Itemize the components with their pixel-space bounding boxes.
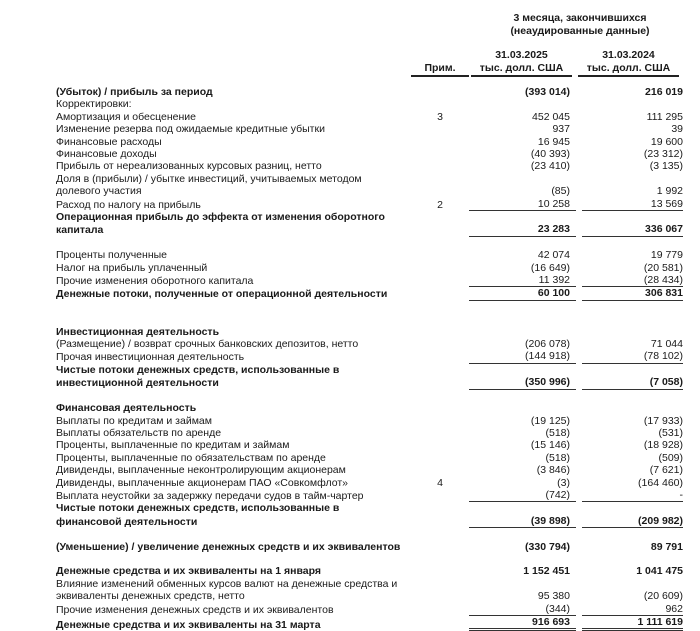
value-2024: 962 — [582, 603, 683, 616]
value-2025: 16 945 — [537, 135, 570, 148]
value-2024: (164 460) — [638, 476, 683, 489]
value-2024: (17 933) — [643, 414, 683, 427]
statement-row — [56, 616, 683, 631]
row-label: Выплата неустойки за задержку передачи судов в тайм-чартер — [56, 489, 364, 502]
row-note — [411, 578, 469, 590]
statement-row — [56, 464, 683, 476]
value-2025: (742) — [469, 489, 576, 502]
statement-row — [56, 86, 683, 98]
row-label: Выплаты по кредитам и займам — [56, 414, 212, 427]
value-2025: (330 794) — [525, 540, 570, 553]
row-note — [411, 123, 469, 135]
value-2025: (344) — [469, 603, 576, 616]
statement-row — [56, 452, 683, 464]
row-label: Финансовая деятельность — [56, 402, 197, 415]
row-note — [411, 173, 469, 185]
statement-row — [56, 541, 683, 553]
value-2024 — [582, 98, 683, 110]
value-2025: 23 283 — [469, 223, 576, 236]
row-note — [411, 439, 469, 451]
statement-row — [56, 489, 683, 502]
row-note — [411, 402, 469, 414]
statement-row — [56, 173, 683, 185]
row-note — [411, 541, 469, 553]
value-2024 — [582, 402, 683, 414]
statement-row — [56, 185, 683, 197]
row-note — [411, 502, 469, 514]
value-2025 — [469, 211, 576, 223]
value-2024: 216 019 — [645, 86, 683, 98]
row-label: Денежные потоки, полученные от операционной деятельности — [56, 288, 388, 301]
row-label: Инвестиционная деятельность — [56, 325, 220, 338]
value-2024 — [582, 326, 683, 338]
statement-row — [56, 603, 683, 616]
value-2024: (20 581) — [643, 261, 683, 274]
statement-row — [56, 427, 683, 439]
value-2025: (85) — [551, 185, 570, 198]
value-2025: (16 649) — [530, 261, 570, 274]
value-2025: 937 — [552, 123, 570, 136]
statement-row — [56, 262, 683, 274]
row-note — [411, 603, 469, 616]
period-header — [470, 12, 690, 38]
row-label: Налог на прибыль уплаченный — [56, 261, 208, 274]
row-label: Прибыль от нереализованных курсовых разниц, нетто — [56, 160, 322, 173]
statement-row — [56, 515, 683, 528]
column-date-2024: 31.03.2024 — [602, 49, 655, 61]
value-2024: 13 569 — [582, 198, 683, 211]
row-note — [411, 211, 469, 223]
value-2024: (20 609) — [643, 590, 683, 603]
value-2025: (23 410) — [530, 160, 570, 173]
statement-row — [56, 590, 683, 602]
value-2024: 71 044 — [650, 338, 683, 351]
value-2025: (206 078) — [525, 338, 570, 351]
value-2024: (509) — [658, 451, 683, 464]
value-2024: 336 067 — [582, 223, 683, 236]
statement-row — [56, 98, 683, 110]
value-2024 — [582, 211, 683, 223]
row-label: Расход по налогу на прибыль — [56, 198, 201, 211]
statement-row — [56, 578, 683, 590]
value-2025 — [469, 502, 576, 514]
statement-row — [56, 211, 683, 223]
row-label: Проценты, выплаченные по обязательствам по аренде — [56, 451, 326, 464]
value-2025: 452 045 — [532, 110, 570, 123]
row-label: Чистые потоки денежных средств, использованные в — [56, 502, 340, 515]
row-note — [411, 515, 469, 528]
value-2025: (3) — [557, 476, 570, 489]
note-column-header: Прим. — [411, 62, 469, 77]
value-2025 — [469, 364, 576, 376]
value-2024 — [582, 502, 683, 514]
value-2024: (28 434) — [582, 274, 683, 287]
column-unit-2024: тыс. долл. США — [586, 62, 671, 74]
value-2024: 89 791 — [650, 540, 683, 553]
statement-row — [56, 565, 683, 577]
spacer-row — [56, 237, 683, 249]
value-2024: 19 779 — [650, 249, 683, 262]
row-label: Проценты, выплаченные по кредитам и займам — [56, 439, 290, 452]
value-2025: (3 846) — [536, 464, 570, 477]
statement-row — [56, 287, 683, 300]
statement-row — [56, 477, 683, 489]
cash-flow-statement-table — [56, 86, 683, 631]
row-note: 2 — [437, 198, 443, 211]
row-note: 3 — [437, 110, 443, 123]
value-2025: 916 693 — [469, 616, 576, 631]
row-label: Корректировки: — [56, 98, 132, 111]
row-note — [411, 616, 469, 631]
value-2025: (518) — [545, 451, 570, 464]
statement-row — [56, 223, 683, 236]
statement-row — [56, 274, 683, 287]
row-note — [411, 287, 469, 300]
statement-row — [56, 415, 683, 427]
value-2024: (23 312) — [643, 148, 683, 161]
spacer-row — [56, 553, 683, 565]
column-date-2025: 31.03.2025 — [495, 49, 548, 61]
row-label: Прочие изменения денежных средств и их эквивалентов — [56, 603, 334, 616]
statement-row — [56, 249, 683, 261]
spacer-row — [56, 528, 683, 540]
row-note — [411, 350, 469, 363]
row-note — [411, 364, 469, 376]
value-2024: 19 600 — [650, 135, 683, 148]
row-label: Дивиденды, выплаченные неконтролирующим акционерам — [56, 464, 346, 477]
row-note — [411, 326, 469, 338]
value-2025: (393 014) — [525, 86, 570, 98]
value-2024: 39 — [671, 123, 683, 136]
value-2024 — [582, 173, 683, 185]
column-unit-2025: тыс. долл. США — [479, 62, 564, 74]
statement-row — [56, 160, 683, 172]
row-label: Чистые потоки денежных средств, использованные в — [56, 363, 340, 376]
value-2025 — [469, 402, 576, 414]
row-label: Амортизация и обесценение — [56, 110, 196, 123]
row-label: эквиваленты денежных средств, нетто — [56, 590, 245, 603]
value-2025: (518) — [545, 426, 570, 439]
row-label: Выплаты обязательств по аренде — [56, 426, 222, 439]
period-title: 3 месяца, закончившихся — [513, 12, 647, 24]
value-2024 — [582, 578, 683, 590]
row-label: Финансовые доходы — [56, 148, 157, 161]
value-2025: (144 918) — [469, 350, 576, 363]
row-label: Операционная прибыль до эффекта от изменения оборотного — [56, 211, 385, 224]
period-subtitle: (неаудированные данные) — [510, 25, 650, 37]
row-label: Проценты полученные — [56, 249, 167, 262]
row-note — [411, 148, 469, 160]
column-header-2024 — [578, 49, 679, 77]
row-note — [411, 86, 469, 98]
value-2024: (3 135) — [649, 160, 683, 173]
value-2025: (39 898) — [469, 515, 576, 528]
row-label: долевого участия — [56, 185, 142, 198]
row-note — [411, 376, 469, 389]
row-note: 4 — [437, 476, 443, 489]
value-2025: 11 392 — [469, 274, 576, 287]
statement-row — [56, 439, 683, 451]
value-2025 — [469, 578, 576, 590]
row-label: Денежные средства и их эквиваленты на 31 марта — [56, 618, 321, 631]
statement-row — [56, 111, 683, 123]
spacer-row — [56, 301, 683, 313]
value-2024: 1 992 — [656, 185, 683, 198]
value-2025 — [469, 173, 576, 185]
row-note — [411, 249, 469, 261]
row-note — [411, 185, 469, 197]
value-2025 — [469, 326, 576, 338]
row-label: Финансовые расходы — [56, 135, 162, 148]
value-2024: (7 058) — [582, 376, 683, 389]
row-note — [411, 489, 469, 502]
row-label: Прочая инвестиционная деятельность — [56, 351, 245, 364]
row-note — [411, 452, 469, 464]
row-label: (Убыток) / прибыль за период — [56, 86, 213, 98]
value-2024: 1 041 475 — [636, 565, 683, 578]
row-label: (Размещение) / возврат срочных банковских депозитов, нетто — [56, 338, 359, 351]
row-label: Изменение резерва под ожидаемые кредитные убытки — [56, 123, 325, 136]
value-2024: 111 295 — [646, 110, 683, 123]
value-2024: 1 111 619 — [582, 616, 683, 631]
column-header-2025 — [471, 49, 572, 77]
statement-row — [56, 123, 683, 135]
statement-row — [56, 136, 683, 148]
value-2025: 1 152 451 — [523, 565, 570, 578]
row-note — [411, 338, 469, 350]
row-note — [411, 160, 469, 172]
statement-row — [56, 376, 683, 389]
row-label: Влияние изменений обменных курсов валют на денежные средства и — [56, 577, 398, 590]
value-2024 — [582, 364, 683, 376]
spacer-row — [56, 313, 683, 325]
value-2025: 60 100 — [469, 287, 576, 300]
row-note — [411, 136, 469, 148]
value-2025 — [469, 98, 576, 110]
row-label: (Уменьшение) / увеличение денежных средств и их эквивалентов — [56, 540, 401, 553]
row-note — [411, 223, 469, 236]
value-2024: 306 831 — [582, 287, 683, 300]
row-label: финансовой деятельности — [56, 515, 198, 528]
value-2025: (15 146) — [530, 439, 570, 452]
row-note — [411, 464, 469, 476]
statement-row — [56, 364, 683, 376]
spacer-row — [56, 390, 683, 402]
statement-row — [56, 402, 683, 414]
row-note — [411, 565, 469, 577]
value-2024: (18 928) — [643, 439, 683, 452]
row-label: Доля в (прибыли) / убытке инвестиций, учитываемых методом — [56, 172, 362, 185]
statement-row — [56, 148, 683, 160]
row-note — [411, 274, 469, 287]
value-2025: 10 258 — [469, 198, 576, 211]
row-note — [411, 262, 469, 274]
value-2025: 42 074 — [537, 249, 570, 262]
row-label: Денежные средства и их эквиваленты на 1 января — [56, 565, 322, 578]
row-label: Дивиденды, выплаченные акционерам ПАО «Совкомфлот» — [56, 476, 348, 489]
value-2024: (7 621) — [649, 464, 683, 477]
value-2024: (531) — [658, 426, 683, 439]
row-note — [411, 590, 469, 602]
value-2024: (209 982) — [582, 515, 683, 528]
statement-row — [56, 326, 683, 338]
value-2025: (19 125) — [530, 414, 570, 427]
row-label: Прочие изменения оборотного капитала — [56, 275, 254, 288]
row-label: инвестиционной деятельности — [56, 377, 219, 390]
row-note — [411, 98, 469, 110]
value-2025: (40 393) — [530, 148, 570, 161]
statement-row — [56, 338, 683, 350]
row-label: капитала — [56, 224, 104, 237]
value-2024: (78 102) — [582, 350, 683, 363]
value-2025: 95 380 — [537, 590, 570, 603]
value-2024: - — [582, 489, 683, 502]
statement-row — [56, 198, 683, 211]
statement-row — [56, 350, 683, 363]
row-note — [411, 415, 469, 427]
row-note — [411, 427, 469, 439]
value-2025: (350 996) — [469, 376, 576, 389]
statement-row — [56, 502, 683, 514]
